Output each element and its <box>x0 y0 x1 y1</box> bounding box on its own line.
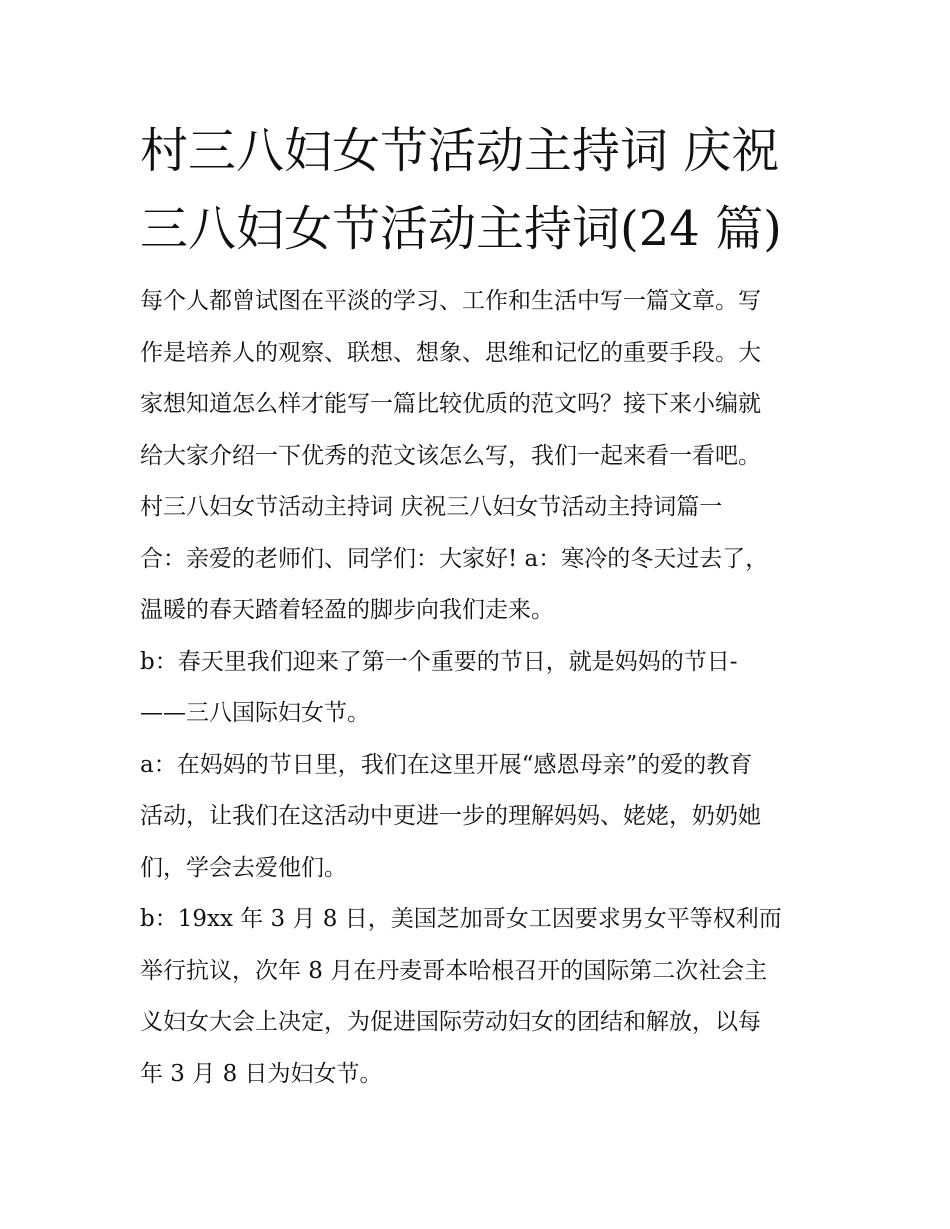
body-line: 合：亲爱的老师们、同学们：大家好! a：寒冷的冬天过去了， <box>140 545 769 572</box>
section-heading-line: 村三八妇女节活动主持词 庆祝三八妇女节活动主持词篇一 <box>140 494 723 520</box>
body-line: a：在妈妈的节日里，我们在这里开展“感恩母亲”的爱的教育 <box>140 751 753 778</box>
title-line: 三八妇女节活动主持词(24 篇) <box>140 201 782 257</box>
document-body <box>140 276 816 1100</box>
body-line: 们，学会去爱他们。 <box>140 854 347 881</box>
document-page <box>140 112 816 1100</box>
body-line: 温暖的春天踏着轻盈的脚步向我们走来。 <box>140 597 554 623</box>
body-line: 活动，让我们在这活动中更进一步的理解妈妈、姥姥，奶奶她 <box>140 803 761 829</box>
document-title <box>140 112 816 268</box>
body-line: b：春天里我们迎来了第一个重要的节日，就是妈妈的节日- <box>140 648 738 675</box>
body-line: ——三八国际妇女节。 <box>140 700 370 726</box>
body-line: b：19xx 年 3 月 8 日，美国芝加哥女工因要求男女平等权利而 <box>140 906 782 932</box>
title-line: 村三八妇女节活动主持词 庆祝 <box>140 123 780 179</box>
body-line: 年 3 月 8 日为妇女节。 <box>140 1060 383 1087</box>
body-line: 家想知道怎么样才能写一篇比较优质的范文吗？接下来小编就 <box>140 391 761 417</box>
body-line: 每个人都曾试图在平淡的学习、工作和生活中写一篇文章。写 <box>140 288 761 314</box>
body-line: 给大家介绍一下优秀的范文该怎么写，我们一起来看一看吧。 <box>140 442 761 469</box>
body-line: 举行抗议，次年 8 月在丹麦哥本哈根召开的国际第二次社会主 <box>140 957 768 984</box>
body-line: 义妇女大会上决定，为促进国际劳动妇女的团结和解放，以每 <box>140 1009 761 1035</box>
body-line: 作是培养人的观察、联想、想象、思维和记忆的重要手段。大 <box>140 339 761 366</box>
